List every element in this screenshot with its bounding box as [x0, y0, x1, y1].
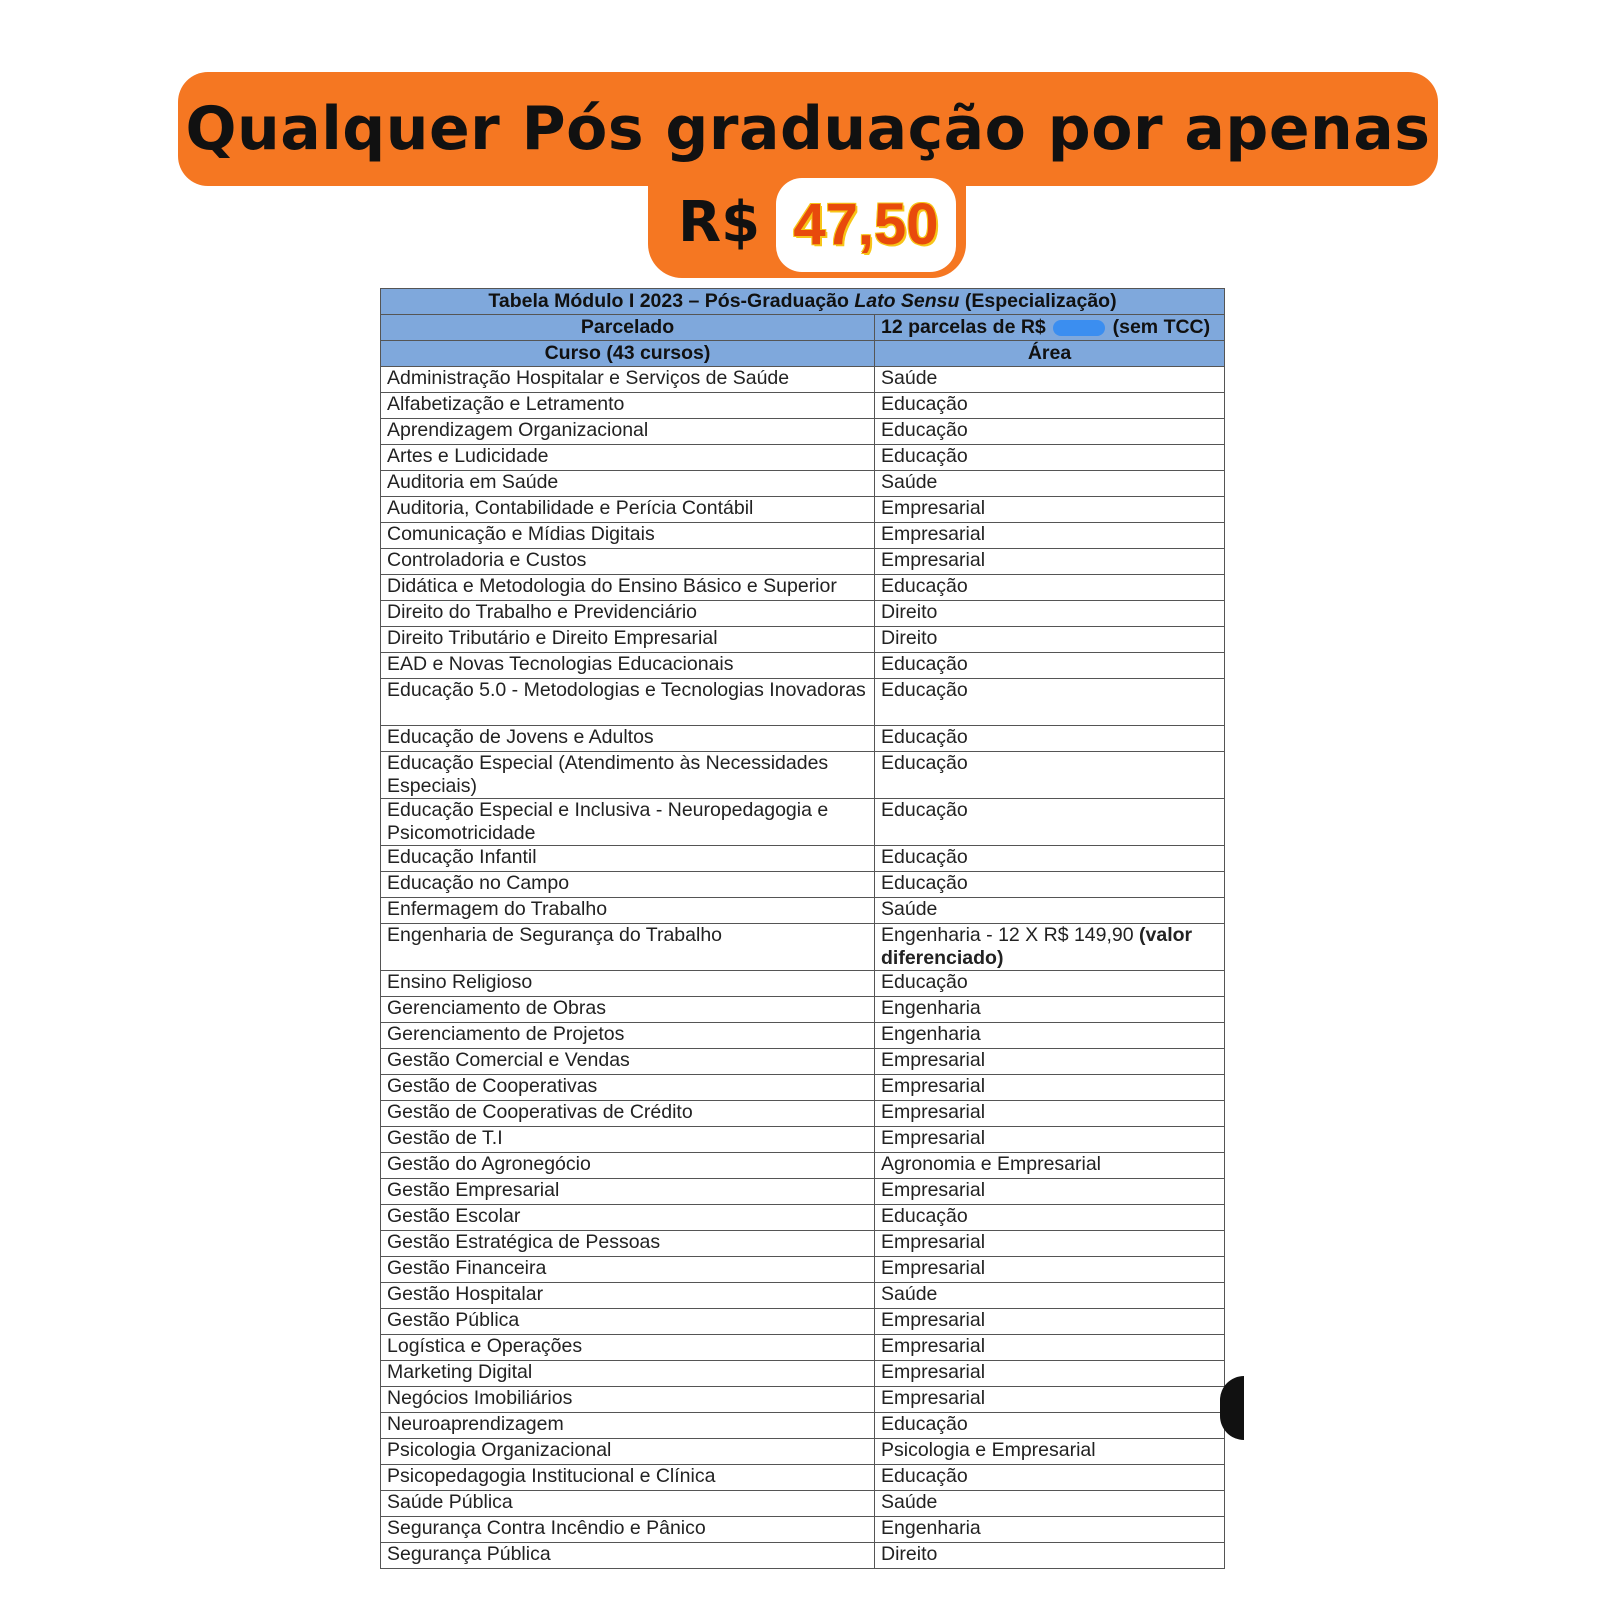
course-table — [380, 288, 1225, 1569]
area-cell: Direito — [875, 601, 1225, 627]
table-payment-row — [381, 315, 1225, 341]
course-cell: Aprendizagem Organizacional — [381, 419, 875, 445]
table-row — [381, 1231, 1225, 1257]
area-cell: Empresarial — [875, 497, 1225, 523]
course-cell: Administração Hospitalar e Serviços de Saúde — [381, 367, 875, 393]
currency-symbol: R$ — [678, 190, 761, 255]
table-row — [381, 1309, 1225, 1335]
area-cell: Empresarial — [875, 1361, 1225, 1387]
course-cell: Segurança Pública — [381, 1543, 875, 1569]
course-table-container — [380, 288, 1224, 1569]
course-cell: Gestão do Agronegócio — [381, 1153, 875, 1179]
parcelado-label: Parcelado — [381, 315, 875, 341]
area-cell: Saúde — [875, 471, 1225, 497]
table-row — [381, 1127, 1225, 1153]
table-row — [381, 367, 1225, 393]
table-row — [381, 1361, 1225, 1387]
course-cell: EAD e Novas Tecnologias Educacionais — [381, 653, 875, 679]
course-cell: Educação Especial (Atendimento às Necessidades Especiais) — [381, 752, 875, 799]
area-cell: Empresarial — [875, 1127, 1225, 1153]
table-row — [381, 679, 1225, 726]
course-cell: Neuroaprendizagem — [381, 1413, 875, 1439]
course-cell: Gestão de Cooperativas — [381, 1075, 875, 1101]
area-cell: Empresarial — [875, 1335, 1225, 1361]
area-text: Engenharia - 12 X R$ 149,90 — [881, 924, 1140, 946]
course-cell: Gestão Comercial e Vendas — [381, 1049, 875, 1075]
table-row — [381, 1023, 1225, 1049]
course-cell: Comunicação e Mídias Digitais — [381, 523, 875, 549]
course-cell: Gestão Escolar — [381, 1205, 875, 1231]
table-row — [381, 575, 1225, 601]
area-cell: Educação — [875, 726, 1225, 752]
table-row — [381, 1257, 1225, 1283]
area-cell: Educação — [875, 393, 1225, 419]
table-row — [381, 1075, 1225, 1101]
course-cell: Gestão Empresarial — [381, 1179, 875, 1205]
course-cell: Negócios Imobiliários — [381, 1387, 875, 1413]
table-row — [381, 1101, 1225, 1127]
table-row — [381, 653, 1225, 679]
area-cell: Educação — [875, 799, 1225, 846]
column-header-course: Curso (43 cursos) — [381, 341, 875, 367]
area-cell: Educação — [875, 445, 1225, 471]
table-row — [381, 971, 1225, 997]
area-cell: Empresarial — [875, 1257, 1225, 1283]
headline-text: Qualquer Pós graduação por apenas — [185, 94, 1431, 164]
course-cell: Direito Tributário e Direito Empresarial — [381, 627, 875, 653]
table-row — [381, 419, 1225, 445]
area-cell: Empresarial — [875, 1309, 1225, 1335]
table-row — [381, 726, 1225, 752]
table-row — [381, 1413, 1225, 1439]
area-cell: Educação — [875, 1413, 1225, 1439]
course-cell: Gestão Hospitalar — [381, 1283, 875, 1309]
course-cell: Marketing Digital — [381, 1361, 875, 1387]
table-row — [381, 846, 1225, 872]
table-row — [381, 898, 1225, 924]
table-row — [381, 1283, 1225, 1309]
table-title-row — [381, 289, 1225, 315]
table-row — [381, 1543, 1225, 1569]
area-cell: Saúde — [875, 898, 1225, 924]
course-cell: Gerenciamento de Obras — [381, 997, 875, 1023]
table-row — [381, 752, 1225, 799]
area-cell: Direito — [875, 1543, 1225, 1569]
course-cell: Alfabetização e Letramento — [381, 393, 875, 419]
area-cell — [875, 924, 1225, 971]
area-cell: Psicologia e Empresarial — [875, 1439, 1225, 1465]
table-row — [381, 601, 1225, 627]
table-row — [381, 1517, 1225, 1543]
area-cell: Empresarial — [875, 549, 1225, 575]
table-row — [381, 1387, 1225, 1413]
area-cell: Educação — [875, 752, 1225, 799]
table-row — [381, 799, 1225, 846]
course-cell: Gerenciamento de Projetos — [381, 1023, 875, 1049]
course-cell: Gestão de T.I — [381, 1127, 875, 1153]
course-cell: Educação no Campo — [381, 872, 875, 898]
table-row — [381, 627, 1225, 653]
table-row — [381, 523, 1225, 549]
course-cell: Segurança Contra Incêndio e Pânico — [381, 1517, 875, 1543]
course-cell: Educação de Jovens e Adultos — [381, 726, 875, 752]
table-row — [381, 1153, 1225, 1179]
parcelas-cell: 12 parcelas de R$ (sem TCC) — [875, 315, 1225, 341]
area-cell: Educação — [875, 846, 1225, 872]
table-row — [381, 1049, 1225, 1075]
area-cell: Empresarial — [875, 1049, 1225, 1075]
area-cell: Engenharia — [875, 1517, 1225, 1543]
area-cell: Educação — [875, 1465, 1225, 1491]
area-cell: Educação — [875, 872, 1225, 898]
course-cell: Educação Infantil — [381, 846, 875, 872]
area-cell: Empresarial — [875, 1387, 1225, 1413]
area-note: (valor diferenciado) — [881, 924, 1193, 969]
course-cell: Educação 5.0 - Metodologias e Tecnologias Inovadoras — [381, 679, 875, 726]
area-cell: Engenharia — [875, 1023, 1225, 1049]
table-row — [381, 445, 1225, 471]
area-cell: Direito — [875, 627, 1225, 653]
table-row — [381, 497, 1225, 523]
course-cell: Controladoria e Custos — [381, 549, 875, 575]
column-header-area: Área — [875, 341, 1225, 367]
course-cell: Gestão Pública — [381, 1309, 875, 1335]
course-cell: Didática e Metodologia do Ensino Básico e Superior — [381, 575, 875, 601]
area-cell: Empresarial — [875, 1101, 1225, 1127]
area-cell: Agronomia e Empresarial — [875, 1153, 1225, 1179]
table-row — [381, 549, 1225, 575]
course-cell: Engenharia de Segurança do Trabalho — [381, 924, 875, 971]
course-cell: Psicologia Organizacional — [381, 1439, 875, 1465]
redacted-value — [1053, 320, 1105, 336]
table-row — [381, 1179, 1225, 1205]
area-cell: Educação — [875, 971, 1225, 997]
course-cell: Psicopedagogia Institucional e Clínica — [381, 1465, 875, 1491]
table-row — [381, 1205, 1225, 1231]
area-cell: Saúde — [875, 367, 1225, 393]
table-row — [381, 393, 1225, 419]
table-body — [381, 367, 1225, 1569]
area-cell: Saúde — [875, 1283, 1225, 1309]
area-cell: Empresarial — [875, 1075, 1225, 1101]
area-cell: Empresarial — [875, 1231, 1225, 1257]
area-cell: Engenharia — [875, 997, 1225, 1023]
table-header-row — [381, 341, 1225, 367]
course-cell: Auditoria, Contabilidade e Perícia Contábil — [381, 497, 875, 523]
course-cell: Gestão de Cooperativas de Crédito — [381, 1101, 875, 1127]
course-cell: Enfermagem do Trabalho — [381, 898, 875, 924]
table-row — [381, 872, 1225, 898]
table-row — [381, 1491, 1225, 1517]
table-row — [381, 924, 1225, 971]
table-row — [381, 1439, 1225, 1465]
course-cell: Gestão Estratégica de Pessoas — [381, 1231, 875, 1257]
area-cell: Educação — [875, 419, 1225, 445]
course-cell: Artes e Ludicidade — [381, 445, 875, 471]
course-cell: Ensino Religioso — [381, 971, 875, 997]
course-cell: Gestão Financeira — [381, 1257, 875, 1283]
course-cell: Educação Especial e Inclusiva - Neuropedagogia e Psicomotricidade — [381, 799, 875, 846]
course-cell: Direito do Trabalho e Previdenciário — [381, 601, 875, 627]
table-row — [381, 1465, 1225, 1491]
price-badge: 47,50 — [776, 178, 956, 272]
course-cell: Saúde Pública — [381, 1491, 875, 1517]
area-cell: Empresarial — [875, 1179, 1225, 1205]
table-title: Tabela Módulo I 2023 – Pós-Graduação Lato Sensu (Especialização) — [381, 289, 1225, 315]
area-cell: Educação — [875, 575, 1225, 601]
area-cell: Educação — [875, 679, 1225, 726]
table-row — [381, 1335, 1225, 1361]
area-cell: Educação — [875, 653, 1225, 679]
area-cell: Educação — [875, 1205, 1225, 1231]
area-cell: Saúde — [875, 1491, 1225, 1517]
table-row — [381, 997, 1225, 1023]
course-cell: Auditoria em Saúde — [381, 471, 875, 497]
table-row — [381, 471, 1225, 497]
course-cell: Logística e Operações — [381, 1335, 875, 1361]
area-cell: Empresarial — [875, 523, 1225, 549]
